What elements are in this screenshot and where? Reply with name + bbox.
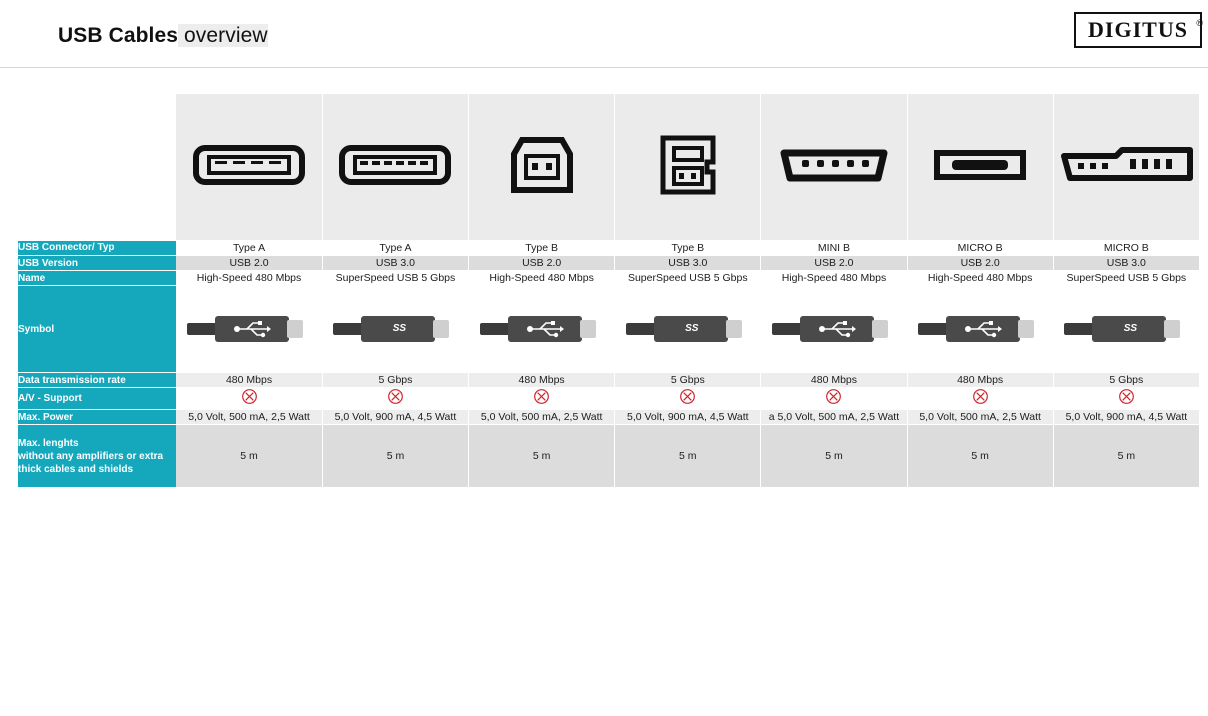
cell-rate-3: 480 Mbps — [469, 373, 615, 388]
cell-rate-4: 5 Gbps — [615, 373, 761, 388]
plug-tip — [726, 320, 742, 338]
superspeed-mark: SS — [1123, 323, 1138, 334]
cell-length-5: 5 m — [761, 425, 907, 488]
usb-type-a-connector-icon — [193, 139, 305, 191]
usb-plug-trident-symbol-icon — [187, 312, 311, 346]
not-supported-icon — [825, 388, 842, 405]
cell-connector-4: Type B — [615, 241, 761, 256]
row-label-usb-version: USB Version — [18, 256, 176, 271]
plug-tip — [872, 320, 888, 338]
row-label-max-lengths-line2: without any amplifiers or extra — [18, 450, 164, 462]
cell-connector-5: MINI B — [761, 241, 907, 256]
usb-trident-icon — [818, 319, 858, 339]
cell-av-2 — [322, 388, 468, 410]
cell-symbol-2 — [322, 286, 468, 373]
table-row-symbol — [18, 286, 1200, 373]
cell-name-1: High-Speed 480 Mbps — [176, 271, 322, 286]
table-row-av-support — [18, 388, 1200, 410]
plug-tip — [433, 320, 449, 338]
not-supported-icon — [533, 388, 550, 405]
cell-rate-6: 480 Mbps — [907, 373, 1053, 388]
usb-plug-trident-symbol-icon — [480, 312, 604, 346]
table-row-connector-images — [18, 94, 1200, 241]
row-label-data-transmission-rate: Data transmission rate — [18, 373, 176, 388]
row-label-empty — [18, 94, 176, 241]
connector-image-cell-7 — [1053, 94, 1199, 241]
plug-cable — [333, 323, 363, 335]
cell-connector-1: Type A — [176, 241, 322, 256]
usb-type-b-superspeed-connector-icon — [657, 132, 719, 198]
usb-plug-ss-symbol-icon — [626, 312, 750, 346]
table-row-usb-version — [18, 256, 1200, 271]
not-supported-icon — [972, 388, 989, 405]
cell-av-7 — [1053, 388, 1199, 410]
cell-connector-7: MICRO B — [1053, 241, 1199, 256]
cell-av-4 — [615, 388, 761, 410]
connector-image-cell-5 — [761, 94, 907, 241]
cell-version-2: USB 3.0 — [322, 256, 468, 271]
table-row-max-length — [18, 425, 1200, 488]
plug-cable — [187, 323, 217, 335]
cell-symbol-1 — [176, 286, 322, 373]
cell-connector-3: Type B — [469, 241, 615, 256]
registered-trademark-icon: ® — [1196, 18, 1204, 28]
digitus-logo — [1074, 12, 1202, 48]
usb-plug-ss-symbol-icon — [1064, 312, 1188, 346]
cell-name-4: SuperSpeed USB 5 Gbps — [615, 271, 761, 286]
table-row-name — [18, 271, 1200, 286]
usb-plug-ss-symbol-icon — [333, 312, 457, 346]
page-title-light: overview — [178, 24, 268, 47]
plug-tip — [1164, 320, 1180, 338]
plug-cable — [626, 323, 656, 335]
plug-cable — [918, 323, 948, 335]
plug-tip — [580, 320, 596, 338]
usb-plug-trident-symbol-icon — [772, 312, 896, 346]
cell-av-5 — [761, 388, 907, 410]
row-label-av-support: A/V - Support — [18, 388, 176, 410]
row-label-name: Name — [18, 271, 176, 286]
cell-length-3: 5 m — [469, 425, 615, 488]
cell-name-3: High-Speed 480 Mbps — [469, 271, 615, 286]
cell-length-1: 5 m — [176, 425, 322, 488]
header-divider — [0, 67, 1208, 68]
cell-name-2: SuperSpeed USB 5 Gbps — [322, 271, 468, 286]
cell-version-1: USB 2.0 — [176, 256, 322, 271]
cell-version-7: USB 3.0 — [1053, 256, 1199, 271]
plug-cable — [772, 323, 802, 335]
plug-cable — [480, 323, 510, 335]
cell-av-6 — [907, 388, 1053, 410]
row-label-max-lengths-line1: Max. lenghts — [18, 437, 79, 449]
cell-rate-2: 5 Gbps — [322, 373, 468, 388]
cell-power-6: 5,0 Volt, 500 mA, 2,5 Watt — [907, 410, 1053, 425]
page-title — [58, 24, 268, 48]
table-row-connector-type — [18, 241, 1200, 256]
usb-micro-b-connector-icon — [774, 144, 894, 186]
not-supported-icon — [241, 388, 258, 405]
cell-name-7: SuperSpeed USB 5 Gbps — [1053, 271, 1199, 286]
cell-version-3: USB 2.0 — [469, 256, 615, 271]
table-row-data-rate — [18, 373, 1200, 388]
cell-length-4: 5 m — [615, 425, 761, 488]
usb-plug-trident-symbol-icon — [918, 312, 1042, 346]
cell-power-5: a 5,0 Volt, 500 mA, 2,5 Watt — [761, 410, 907, 425]
cell-power-7: 5,0 Volt, 900 mA, 4,5 Watt — [1053, 410, 1199, 425]
plug-tip — [287, 320, 303, 338]
row-label-usb-connector-typ: USB Connector/ Typ — [18, 241, 176, 256]
cell-rate-1: 480 Mbps — [176, 373, 322, 388]
connector-image-cell-2 — [322, 94, 468, 241]
usb-mini-b-connector-icon — [932, 143, 1028, 187]
cell-symbol-3 — [469, 286, 615, 373]
digitus-logo-wordmark: DIGITUS — [1088, 17, 1188, 42]
cell-rate-5: 480 Mbps — [761, 373, 907, 388]
cell-version-4: USB 3.0 — [615, 256, 761, 271]
cell-connector-2: Type A — [322, 241, 468, 256]
superspeed-mark: SS — [392, 323, 407, 334]
row-label-max-power: Max. Power — [18, 410, 176, 425]
cell-name-5: High-Speed 480 Mbps — [761, 271, 907, 286]
cell-power-1: 5,0 Volt, 500 mA, 2,5 Watt — [176, 410, 322, 425]
cell-symbol-7 — [1053, 286, 1199, 373]
usb-type-a-superspeed-connector-icon — [339, 139, 451, 191]
digitus-logo-text — [1088, 17, 1204, 43]
cell-connector-6: MICRO B — [907, 241, 1053, 256]
cell-length-2: 5 m — [322, 425, 468, 488]
page-header — [0, 0, 1208, 68]
cell-name-6: High-Speed 480 Mbps — [907, 271, 1053, 286]
cell-power-4: 5,0 Volt, 900 mA, 4,5 Watt — [615, 410, 761, 425]
cell-length-6: 5 m — [907, 425, 1053, 488]
not-supported-icon — [679, 388, 696, 405]
cell-av-3 — [469, 388, 615, 410]
row-label-symbol: Symbol — [18, 286, 176, 373]
cell-symbol-6 — [907, 286, 1053, 373]
usb-cables-table — [18, 94, 1200, 488]
connector-image-cell-1 — [176, 94, 322, 241]
cell-version-5: USB 2.0 — [761, 256, 907, 271]
row-label-max-lengths — [18, 425, 176, 488]
cell-power-2: 5,0 Volt, 900 mA, 4,5 Watt — [322, 410, 468, 425]
cell-power-3: 5,0 Volt, 500 mA, 2,5 Watt — [469, 410, 615, 425]
connector-image-cell-6 — [907, 94, 1053, 241]
usb-trident-icon — [233, 319, 273, 339]
plug-tip — [1018, 320, 1034, 338]
row-label-max-lengths-line3: thick cables and shields — [18, 463, 134, 475]
cell-version-6: USB 2.0 — [907, 256, 1053, 271]
connector-image-cell-3 — [469, 94, 615, 241]
page-title-bold: USB Cables — [58, 24, 179, 47]
not-supported-icon — [1118, 388, 1135, 405]
cell-symbol-4 — [615, 286, 761, 373]
usb-micro-b-superspeed-connector-icon — [1056, 144, 1196, 186]
table-row-max-power — [18, 410, 1200, 425]
plug-cable — [1064, 323, 1094, 335]
cell-rate-7: 5 Gbps — [1053, 373, 1199, 388]
cell-av-1 — [176, 388, 322, 410]
usb-type-b-connector-icon — [508, 134, 576, 196]
usb-trident-icon — [526, 319, 566, 339]
not-supported-icon — [387, 388, 404, 405]
cell-length-7: 5 m — [1053, 425, 1199, 488]
connector-image-cell-4 — [615, 94, 761, 241]
cell-symbol-5 — [761, 286, 907, 373]
usb-trident-icon — [964, 319, 1004, 339]
superspeed-mark: SS — [685, 323, 699, 334]
